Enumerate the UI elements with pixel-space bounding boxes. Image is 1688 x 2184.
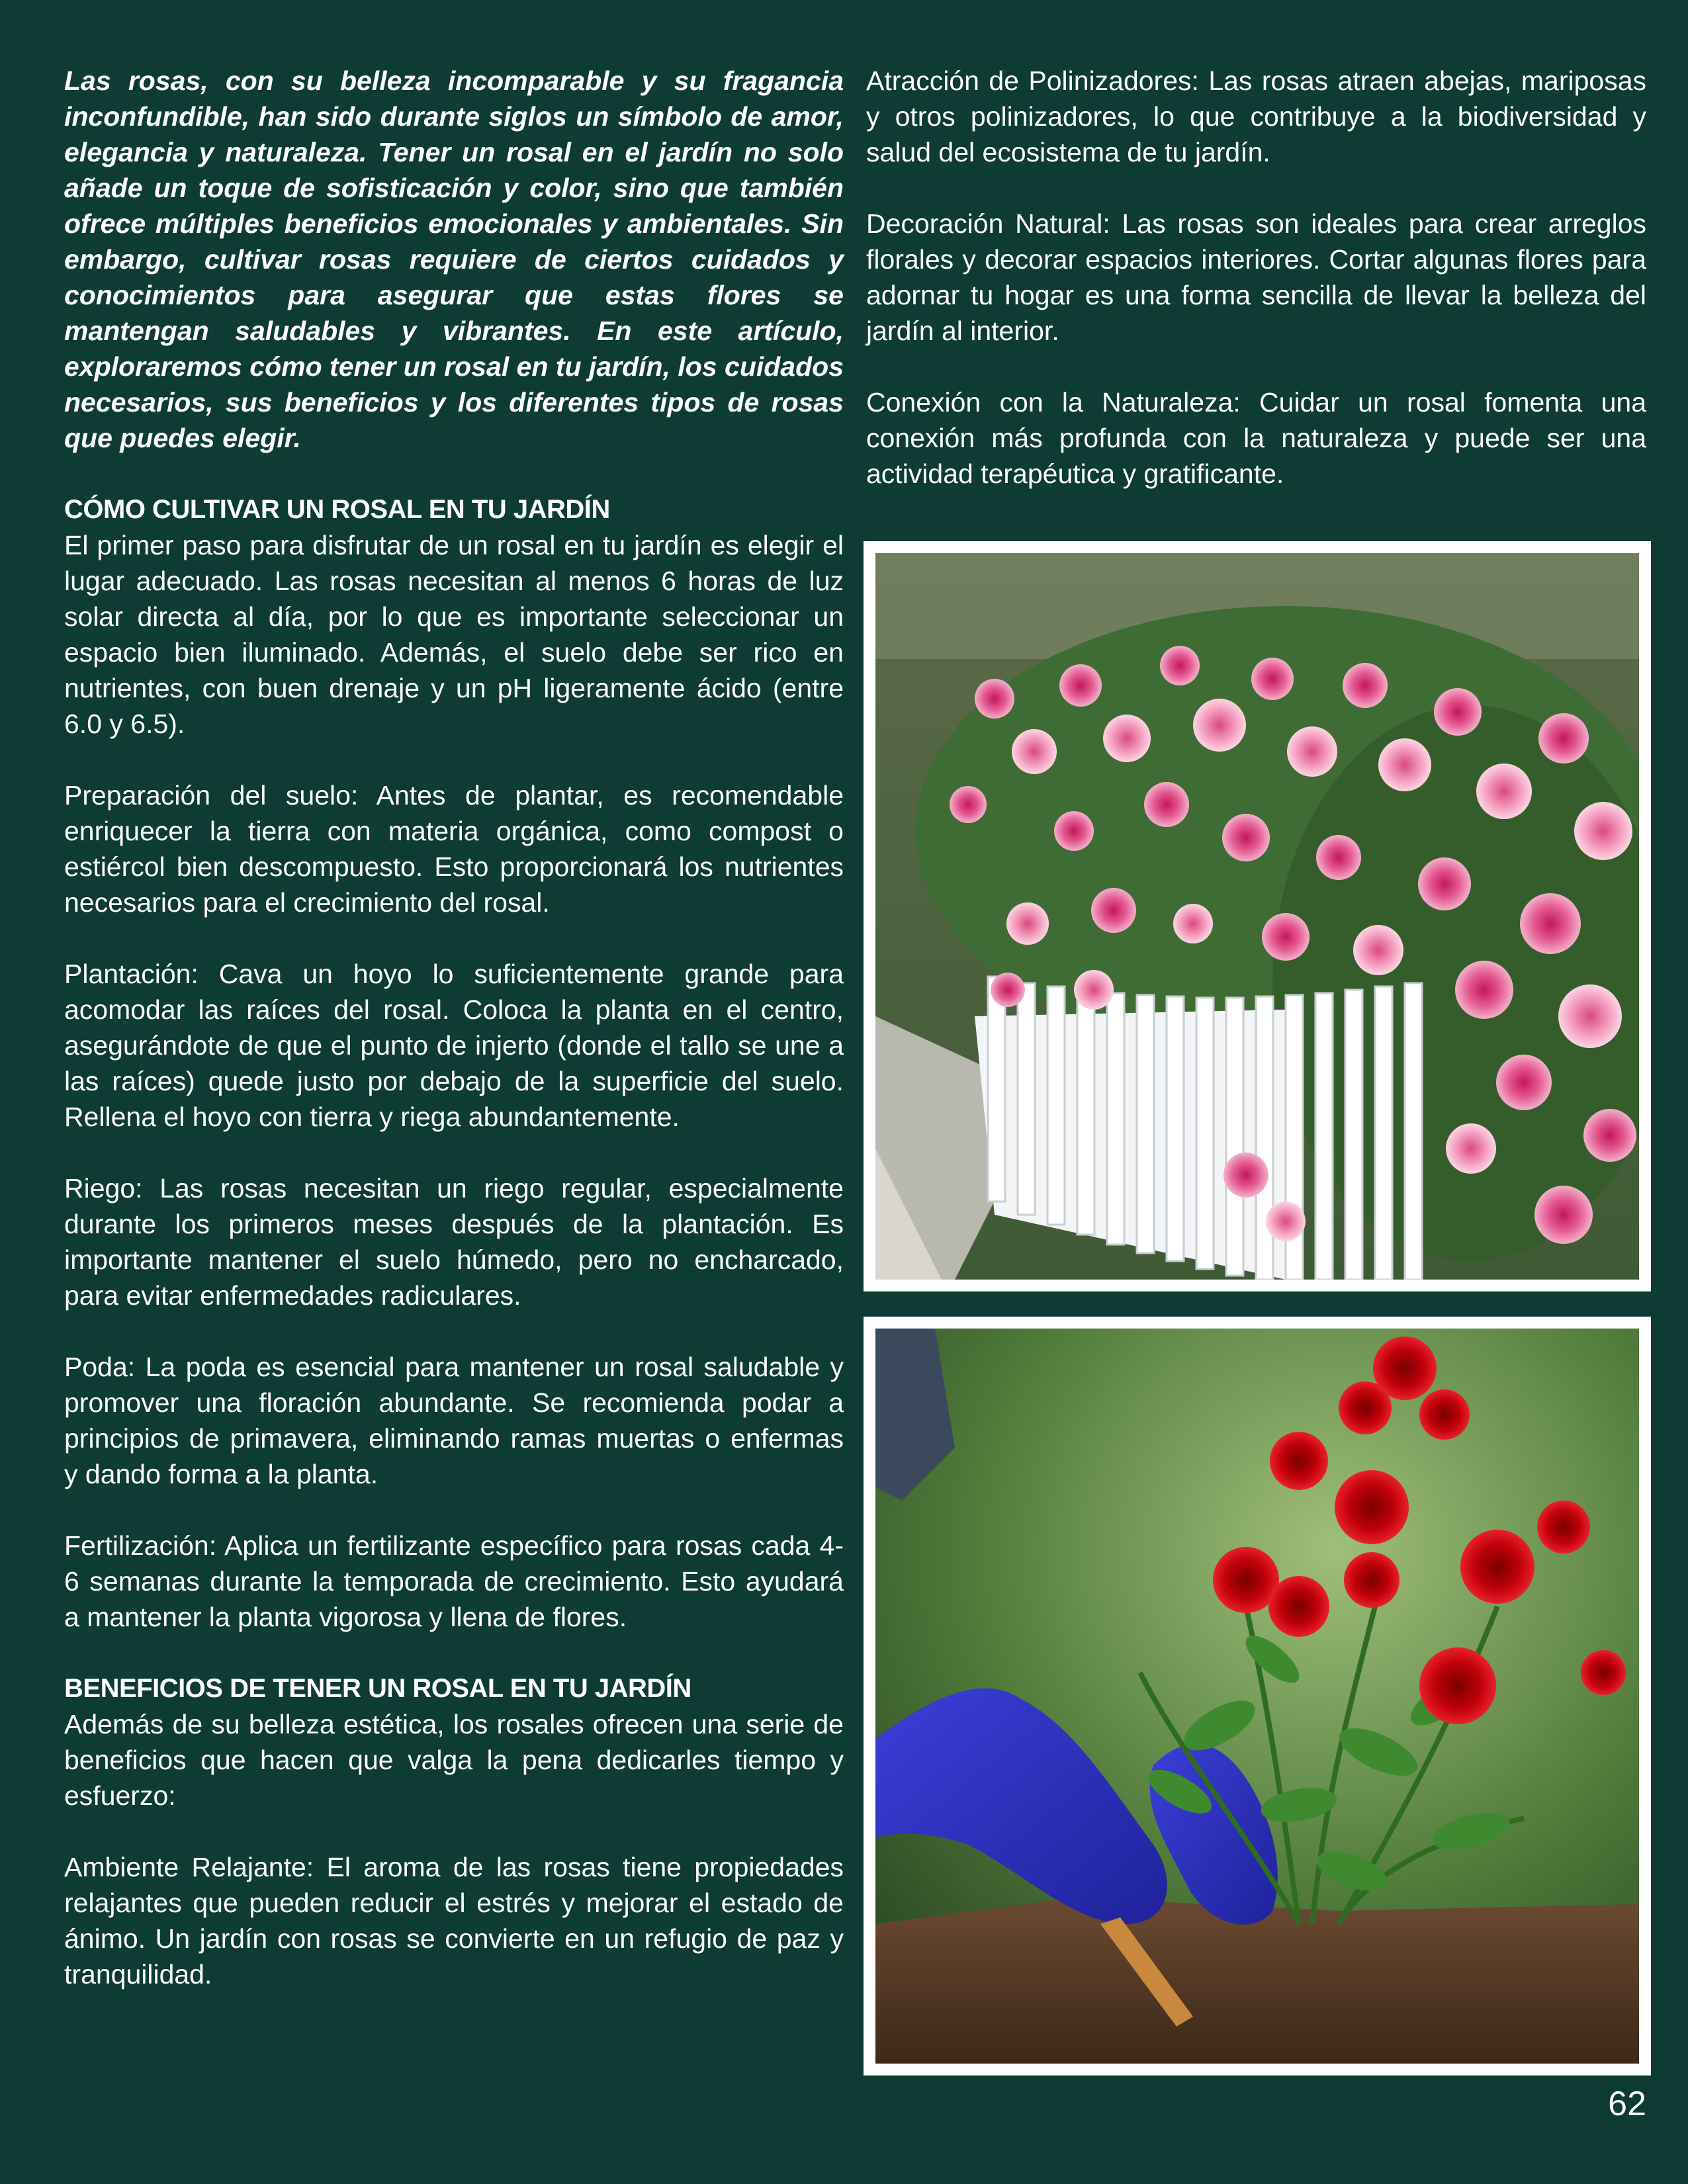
paragraph-conexion: Conexión con la Naturaleza: Cuidar un rosal fomenta una conexión más profunda con la naturaleza y puede ser una actividad terapéutica y gratificante. <box>866 387 1646 489</box>
paragraph-plantacion: Plantación: Cava un hoyo lo suficientemente grande para acomodar las raíces del rosal. Coloca la planta en el centro, asegurándote de que el punto de injerto (donde el tallo se une a las raíces) quede justo por debajo de la superficie del suelo. Rellena el hoyo con tierra y riega abundantemente. <box>64 959 844 1132</box>
paragraph-beneficios-intro: Además de su belleza estética, los rosales ofrecen una serie de beneficios que hacen que valga la pena dedicarles tiempo y esfuerzo: <box>64 1709 844 1811</box>
section-heading-beneficios: BENEFICIOS DE TENER UN ROSAL EN TU JARDÍN <box>64 1674 691 1703</box>
paragraph-poda: Poda: La poda es esencial para mantener un rosal saludable y promover una floración abundante. Se recomienda podar a principios de primavera, eliminando ramas muertas o enfermas y dando forma a la planta. <box>64 1352 844 1489</box>
paragraph-preparacion: Preparación del suelo: Antes de plantar, es recomendable enriquecer la tierra con materia orgánica, como compost o estiércol bien descompuesto. Esto proporcionará los nutrientes necesarios para el crecimiento del rosal. <box>64 780 844 918</box>
left-column <box>64 63 844 2028</box>
photo-red-roses-planting <box>864 1317 1651 2075</box>
paragraph-riego: Riego: Las rosas necesitan un riego regular, especialmente durante los primeros meses después de la plantación. Es importante mantener el suelo húmedo, pero no encharcado, para evitar enfermedades radiculares. <box>64 1173 844 1311</box>
page-number: 62 <box>1608 2085 1646 2123</box>
photo-pink-roses-fence <box>864 541 1651 1291</box>
pink-roses-image <box>875 553 1639 1280</box>
paragraph-ambiente: Ambiente Relajante: El aroma de las rosas tiene propiedades relajantes que pueden reducir el estrés y mejorar el estado de ánimo. Un jardín con rosas se convierte en un refugio de paz y tranquilidad. <box>64 1852 844 1989</box>
intro-paragraph: Las rosas, con su belleza incomparable y su fragancia inconfundible, han sido durante siglos un símbolo de amor, elegancia y naturaleza. Tener un rosal en el jardín no solo añade un toque de sofisticación y color, sino que también ofrece múltiples beneficios emocionales y ambientales. Sin embargo, cultivar rosas requiere de ciertos cuidados y conocimientos para asegurar que estas flores se mantengan saludables y vibrantes. En este artículo, exploraremos cómo tener un rosal en tu jardín, los cuidados necesarios, sus beneficios y los diferentes tipos de rosas que puedes elegir. <box>64 66 844 453</box>
paragraph-lugar: El primer paso para disfrutar de un rosal en tu jardín es elegir el lugar adecuado. Las rosas necesitan al menos 6 horas de luz solar directa al día, por lo que es importante seleccionar un espacio bien iluminado. Además, el suelo debe ser rico en nutrientes, con buen drenaje y un pH ligeramente ácido (entre 6.0 y 6.5). <box>64 530 844 739</box>
paragraph-polinizadores: Atracción de Polinizadores: Las rosas atraen abejas, mariposas y otros polinizadores, lo que contribuye a la biodiversidad y salud del ecosistema de tu jardín. <box>866 66 1646 167</box>
right-column <box>866 63 1646 527</box>
section-heading-cultivar: CÓMO CULTIVAR UN ROSAL EN TU JARDÍN <box>64 495 610 524</box>
paragraph-decoracion: Decoración Natural: Las rosas son ideales para crear arreglos florales y decorar espacios interiores. Cortar algunas flores para adornar tu hogar es una forma sencilla de llevar la belleza del jardín al interior. <box>866 208 1646 346</box>
red-roses-image <box>875 1329 1639 2064</box>
paragraph-fertilizacion: Fertilización: Aplica un fertilizante específico para rosas cada 4-6 semanas durante la temporada de crecimiento. Esto ayudará a mantener la planta vigorosa y llena de flores. <box>64 1530 844 1632</box>
